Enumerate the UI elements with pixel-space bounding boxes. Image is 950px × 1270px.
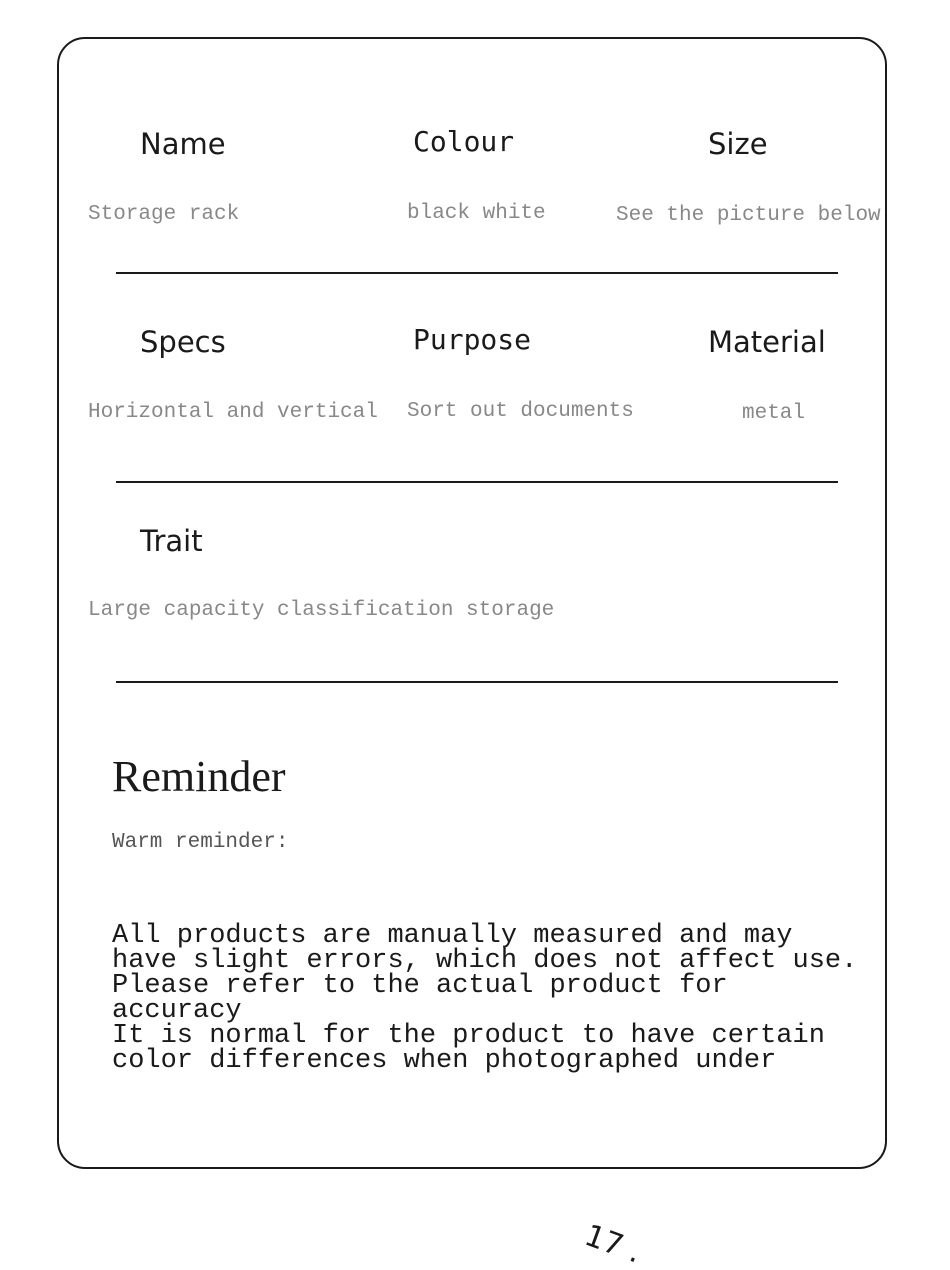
specs-value: Horizontal and vertical	[88, 401, 378, 424]
specs-label: Specs	[140, 325, 226, 359]
reminder-subheading: Warm reminder:	[112, 831, 289, 854]
divider-1	[116, 272, 838, 274]
reminder-body	[112, 921, 858, 1076]
trait-value: Large capacity classification storage	[88, 599, 555, 622]
reminder-line: Please refer to the actual product for	[112, 971, 728, 1001]
reminder-heading: Reminder	[112, 752, 286, 801]
purpose-label: Purpose	[413, 323, 532, 356]
name-value: Storage rack	[88, 203, 240, 226]
material-value: metal	[742, 402, 806, 425]
colour-value: black white	[407, 202, 546, 225]
divider-3	[116, 681, 838, 683]
name-label: Name	[140, 127, 226, 161]
footer-fragment-text: 17 .	[580, 1218, 646, 1270]
product-info-card	[57, 37, 887, 1169]
reminder-line: It is normal for the product to have certain	[112, 1021, 825, 1051]
size-value: See the picture below	[616, 204, 881, 227]
reminder-line: All products are manually measured and may	[112, 921, 793, 951]
colour-label: Colour	[413, 125, 515, 158]
size-label: Size	[708, 127, 768, 161]
divider-2	[116, 481, 838, 483]
reminder-line: accuracy	[112, 996, 242, 1026]
purpose-value: Sort out documents	[407, 400, 634, 423]
trait-label: Trait	[140, 524, 203, 558]
material-label: Material	[708, 325, 826, 359]
reminder-line: color differences when photographed under	[112, 1046, 777, 1076]
reminder-line: have slight errors, which does not affect use.	[112, 946, 858, 976]
